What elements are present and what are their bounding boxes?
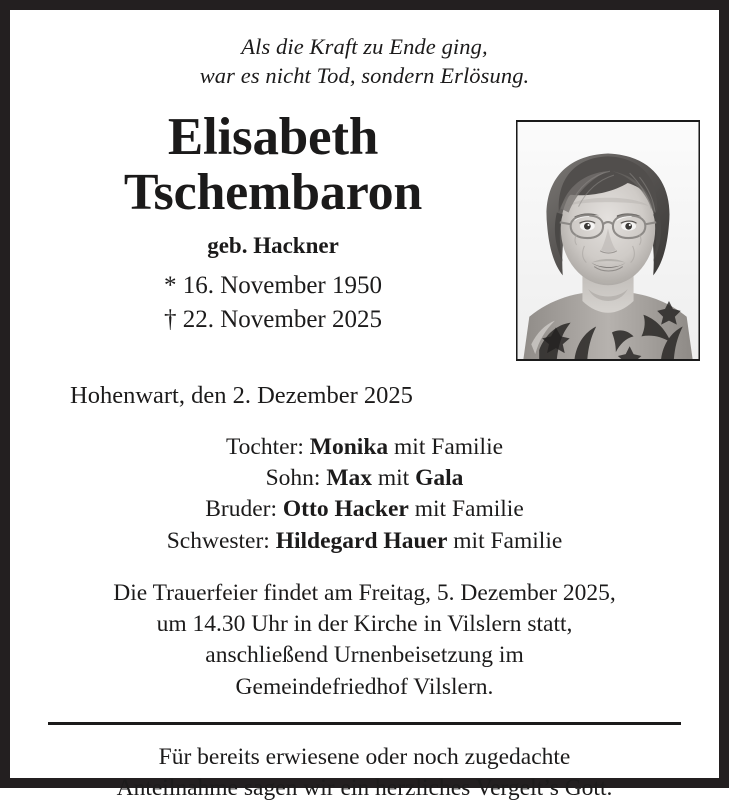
- portrait-illustration: [518, 122, 698, 359]
- closing-line-1: Für bereits erwiesene oder noch zugedachte: [158, 743, 571, 770]
- epigraph-line-2: war es nicht Tod, sondern Erlösung.: [199, 63, 530, 89]
- deceased-first-name: Elisabeth: [167, 107, 379, 166]
- survivor-suffix: mit Familie: [453, 527, 563, 554]
- closing-line-2: Anteilnahme sagen wir ein herzliches Vergelt’s Gott.: [116, 775, 613, 802]
- survivor-relation: Tochter:: [225, 433, 304, 460]
- deceased-last-name: Tschembaron: [123, 163, 423, 221]
- divider: [48, 722, 681, 725]
- survivor-suffix: mit Familie: [414, 496, 524, 523]
- survivor-suffix: mit Familie: [394, 433, 504, 460]
- life-dates: [38, 269, 508, 336]
- death-date-line: † 22. November 2025: [163, 305, 383, 333]
- maiden-name: geb. Hackner: [207, 232, 339, 258]
- list-item: [38, 494, 691, 525]
- survivor-suffix-name: Gala: [415, 465, 464, 492]
- survivor-suffix: mit: [377, 465, 410, 492]
- survivor-name: Monika: [309, 433, 389, 460]
- service-line-4: Gemeindefriedhof Vilslern.: [235, 673, 494, 700]
- list-item: [38, 526, 691, 557]
- birth-date-line: * 16. November 1950: [163, 272, 383, 300]
- service-details: [38, 578, 691, 703]
- place-and-date-line: Hohenwart, den 2. Dezember 2025: [70, 381, 413, 409]
- survivor-name: Otto Hacker: [282, 496, 409, 523]
- service-line-2: um 14.30 Uhr in der Kirche in Vilslern statt,: [156, 611, 573, 638]
- survivor-relation: Schwester:: [166, 527, 270, 554]
- survivor-relation: Sohn:: [265, 465, 321, 492]
- survivor-relation: Bruder:: [205, 496, 278, 523]
- list-item: [38, 432, 691, 463]
- survivor-name: Max: [326, 465, 372, 492]
- survivors-list: [38, 432, 691, 557]
- notice-inner: [10, 10, 719, 802]
- service-line-1: Die Trauerfeier findet am Freitag, 5. Dezember 2025,: [113, 579, 616, 606]
- service-line-3: anschließend Urnenbeisetzung im: [205, 642, 524, 669]
- closing-message: [38, 742, 691, 805]
- portrait-photo: [516, 120, 700, 361]
- name-column: [38, 109, 508, 337]
- list-item: [38, 463, 691, 494]
- epigraph-line-1: Als die Kraft zu Ende ging,: [241, 34, 488, 59]
- epigraph: [38, 10, 691, 91]
- survivor-name: Hildegard Hauer: [275, 527, 448, 554]
- name-and-portrait-block: [38, 109, 691, 367]
